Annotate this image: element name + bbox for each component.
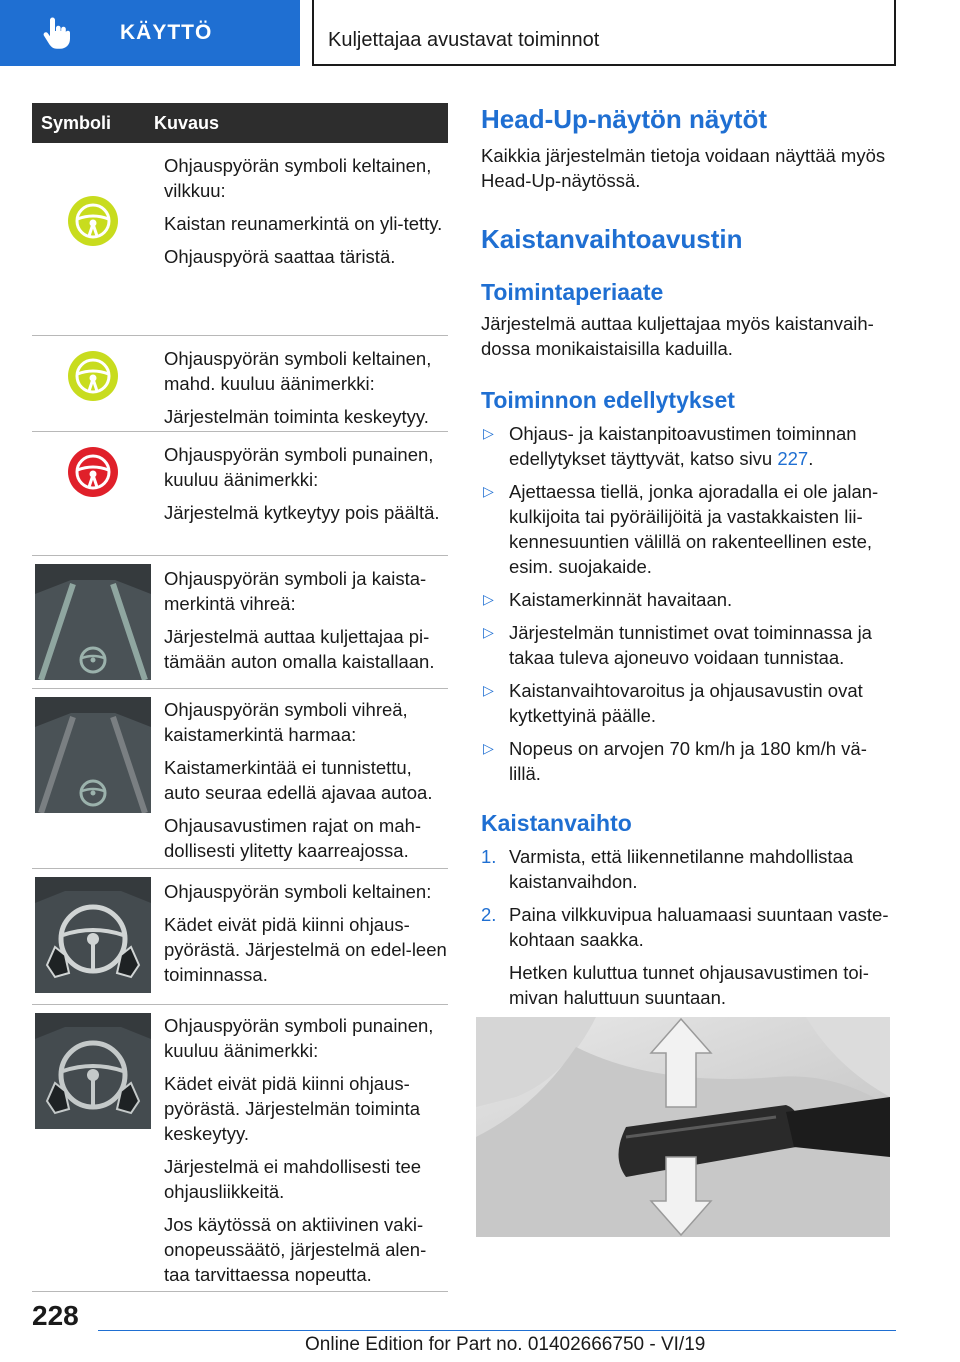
row-6-line-2: Kädet eivät pidä kiinni ohjaus-pyörästä. Järjestelmä on edel-leen toiminnassa. xyxy=(164,914,447,985)
table-row xyxy=(32,556,448,689)
principle-heading: Toimintaperiaate xyxy=(481,279,664,305)
page-link[interactable]: 227 xyxy=(777,448,809,469)
row-1-line-2: Kaistan reunamerkintä on yli-tetty. xyxy=(164,213,443,234)
footer-divider xyxy=(98,1330,896,1331)
hud-heading: Head-Up-näytön näytöt xyxy=(481,104,767,134)
row-1-line-1: Ohjauspyörän symboli keltainen, vilkkuu: xyxy=(164,155,432,201)
requirements-heading: Toiminnon edellytykset xyxy=(481,387,735,413)
hand-pointer-icon xyxy=(36,14,74,52)
edition-text: Online Edition for Part no. 01402666750 - VI/19 xyxy=(305,1334,706,1355)
lane-change-heading: Kaistanvaihto xyxy=(481,810,632,836)
list-item: ▷ Kaistanvaihtovaroitus ja ohjausavustin ovat kytkettyinä päälle. xyxy=(483,680,863,726)
table-row xyxy=(32,143,448,336)
lane-display-green-icon xyxy=(35,564,151,680)
principle-text: Järjestelmä auttaa kuljettajaa myös kaistanvaih-dossa monikaistaisilla kaduilla. xyxy=(481,313,874,359)
turn-signal-lever-illustration xyxy=(476,1017,890,1237)
row-3-line-2: Järjestelmä kytkeytyy pois päältä. xyxy=(164,502,440,523)
triangle-bullet-icon: ▷ xyxy=(483,624,494,640)
row-7-line-1: Ohjauspyörän symboli punainen, kuuluu äänimerkki: xyxy=(164,1015,434,1061)
table-row xyxy=(32,336,448,432)
row-5-line-1: Ohjauspyörän symboli vihreä, kaistamerkintä harmaa: xyxy=(164,699,408,745)
triangle-bullet-icon: ▷ xyxy=(483,425,494,441)
list-item: ▷ Kaistamerkinnät havaitaan. xyxy=(483,589,733,610)
row-1-line-3: Ohjauspyörä saattaa täristä. xyxy=(164,246,396,267)
lane-display-grey-icon xyxy=(35,697,151,813)
page-number: 228 xyxy=(32,1300,79,1331)
list-item: ▷ Ohjaus- ja kaistanpitoavustimen toiminnan edellytykset täyttyvät, katso sivu 227. xyxy=(483,423,857,469)
section-title: Kuljettajaa avustavat toiminnot xyxy=(328,29,600,51)
row-5-line-2: Kaistamerkintää ei tunnistettu, auto seuraa edellä ajavaa autoa. xyxy=(164,757,433,803)
triangle-bullet-icon: ▷ xyxy=(483,682,494,698)
steps-list xyxy=(481,844,895,1010)
table-row xyxy=(32,1005,448,1292)
table-row xyxy=(32,689,448,869)
row-7-line-3: Järjestelmä ei mahdollisesti tee ohjausliikkeitä. xyxy=(164,1156,422,1202)
row-5-line-3: Ohjausavustimen rajat on mah-dollisesti ylitetty kaarreajossa. xyxy=(164,815,422,861)
table-row xyxy=(32,869,448,1005)
row-2-line-2: Järjestelmän toiminta keskeytyy. xyxy=(164,406,429,427)
hud-text: Kaikkia järjestelmän tietoja voidaan näyttää myös Head-Up-näytössä. xyxy=(481,145,886,191)
triangle-bullet-icon: ▷ xyxy=(483,591,494,607)
col-description-header: Kuvaus xyxy=(154,112,220,133)
triangle-bullet-icon: ▷ xyxy=(483,483,494,499)
list-item: ▷ Ajettaessa tiellä, jonka ajoradalla ei ole jalan-kulkijoita tai pyöräilijöitä ja vastakkaisten lii-kennesuuntien välillä on rakenteellinen este, esim. suojakaide. xyxy=(483,481,879,577)
triangle-bullet-icon: ▷ xyxy=(483,740,494,756)
row-7-line-4: Jos käytössä on aktiivinen vaki-onopeussäätö, järjestelmä alen-taa tarvittaessa nopeutta. xyxy=(164,1214,427,1285)
lane-change-assistant-heading: Kaistanvaihtoavustin xyxy=(481,224,743,254)
requirements-list xyxy=(481,421,895,786)
right-column xyxy=(481,103,895,1018)
row-3-line-1: Ohjauspyörän symboli punainen, kuuluu äänimerkki: xyxy=(164,444,434,490)
symbol-table xyxy=(32,103,448,1292)
table-row xyxy=(32,432,448,556)
list-item: ▷ Järjestelmän tunnistimet ovat toiminnassa ja takaa tuleva ajoneuvo voidaan tunnistaa. xyxy=(483,622,872,668)
row-7-line-2: Kädet eivät pidä kiinni ohjaus-pyörästä. Järjestelmän toiminta keskeytyy. xyxy=(164,1073,421,1144)
row-2-line-1: Ohjauspyörän symboli keltainen, mahd. kuuluu äänimerkki: xyxy=(164,348,432,394)
list-item: 1. Varmista, että liikennetilanne mahdollistaa kaistanvaihdon. xyxy=(481,846,854,892)
steering-wheel-yellow-icon xyxy=(67,195,119,247)
list-item: ▷ Nopeus on arvojen 70 km/h ja 180 km/h vä-lillä. xyxy=(483,738,867,784)
section-header xyxy=(312,0,896,66)
row-4-line-2: Järjestelmä auttaa kuljettajaa pi-tämään auton omalla kaistallaan. xyxy=(164,626,435,672)
hands-off-yellow-icon xyxy=(35,877,151,993)
chapter-label: KÄYTTÖ xyxy=(120,21,213,44)
row-6-line-1: Ohjauspyörän symboli keltainen: xyxy=(164,881,432,902)
list-item: 2. Paina vilkkuvipua haluamaasi suuntaan vaste-kohtaan saakka. Hetken kuluttua tunnet ohjausavustimen toi-mivan haluttuun suuntaan. xyxy=(481,904,889,1008)
chapter-tab[interactable] xyxy=(0,0,300,66)
steering-wheel-yellow-icon xyxy=(67,350,119,402)
col-symbol-header: Symboli xyxy=(41,112,112,133)
steering-wheel-red-icon xyxy=(67,446,119,498)
table-header xyxy=(32,103,448,143)
hands-off-red-icon xyxy=(35,1013,151,1129)
row-4-line-1: Ohjauspyörän symboli ja kaista-merkintä vihreä: xyxy=(164,568,427,614)
